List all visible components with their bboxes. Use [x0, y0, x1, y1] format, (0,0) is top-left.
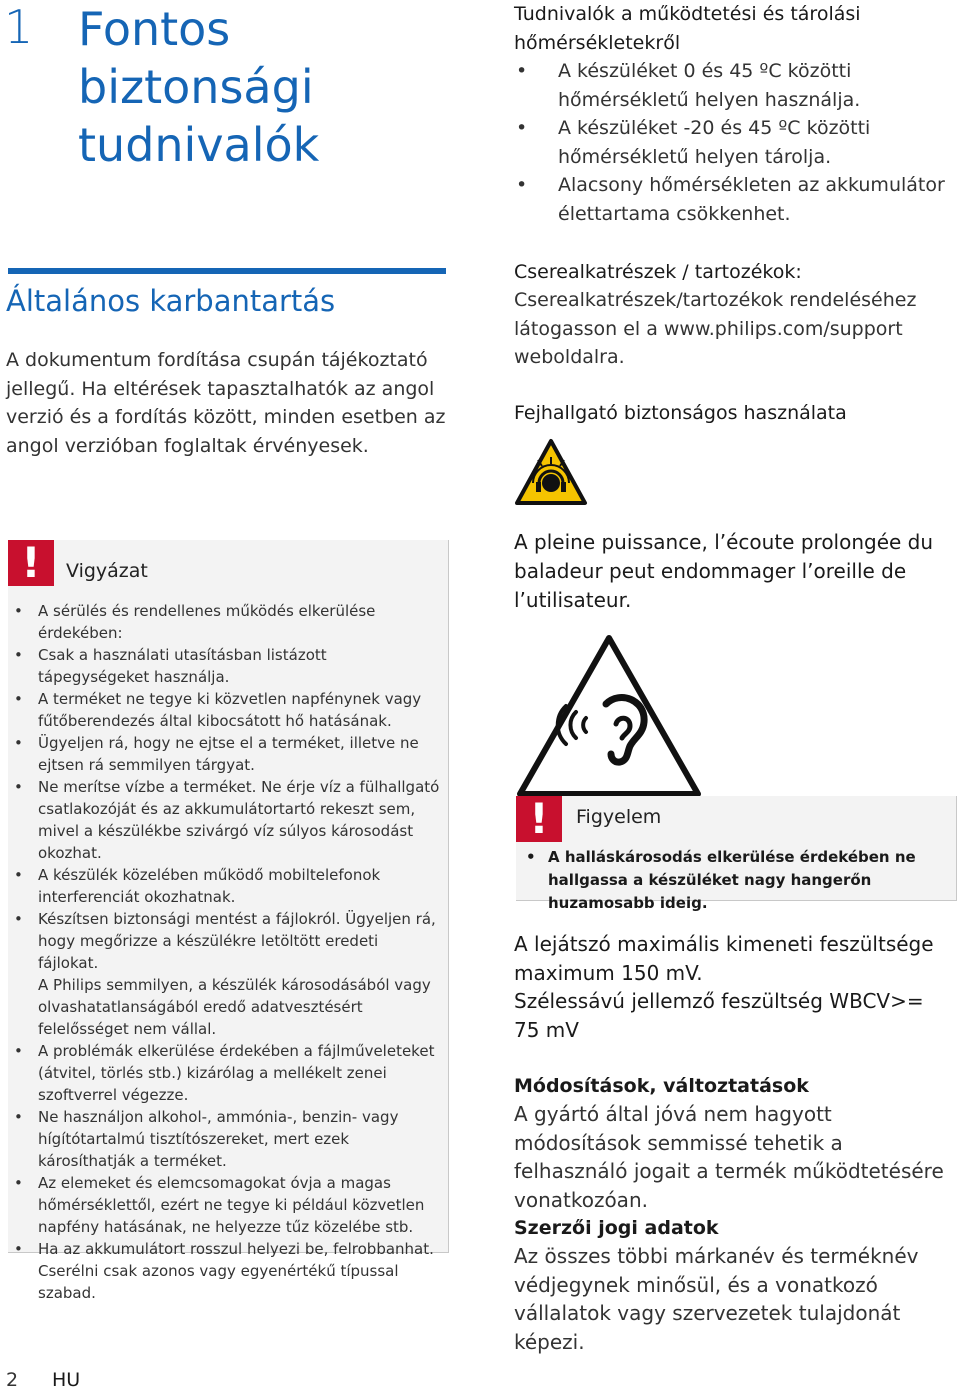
notice-list — [526, 846, 952, 915]
exclamation-icon: ! — [516, 796, 562, 842]
caution-item: • A sérülés és rendellenes működés elkerülése érdekében: — [14, 600, 442, 644]
temperature-item: • A készüléket -20 és 45 ºC közötti hőmérsékletű helyen tárolja. — [514, 114, 954, 171]
modifications-title: Módosítások, változtatások — [514, 1075, 809, 1097]
exclamation-icon: ! — [8, 540, 54, 586]
max-voltage-text — [514, 930, 954, 1044]
caution-item: • Ügyeljen rá, hogy ne ejtse el a terméket, illetve ne ejtsen rá semmilyen tárgyat. — [14, 732, 442, 776]
copyright-title: Szerzői jogi adatok — [514, 1217, 719, 1239]
wbcv-line: Szélessávú jellemző feszültség WBCV>= 75 mV — [514, 989, 924, 1042]
chapter-number: 1 — [4, 0, 34, 54]
chapter-title: Fontos biztonsági tudnivalók — [78, 2, 320, 172]
temperature-item: • Alacsony hőmérsékleten az akkumulátor élettartama csökkenhet. — [514, 171, 954, 228]
temperature-list — [514, 57, 954, 228]
caution-item: • Csak a használati utasításban listázott tápegységeket használja. — [14, 644, 442, 688]
spare-parts-text: Cserealkatrészek/tartozékok rendeléséhez látogasson el a www.philips.com/support weboldalra. — [514, 289, 917, 368]
page-number: 2 — [6, 1369, 19, 1391]
caution-title: Vigyázat — [66, 560, 148, 582]
caution-item: • Az elemeket és elemcsomagokat óvja a magas hőmérséklettől, ezért ne tegye ki például közvetlen napfény hatásának, ne helyezze tűz közelébe stb. — [14, 1172, 442, 1238]
modifications-text: A gyártó által jóvá nem hagyott módosítások semmissé tehetik a felhasználó jogait a termék működtetésére vonatkozóan. — [514, 1102, 944, 1212]
headphone-safety-title: Fejhallgató biztonságos használata — [514, 402, 847, 424]
notice-item: • A halláskárosodás elkerülése érdekében ne hallgassa a készüléket nagy hangerőn huzamosabb ideig. — [526, 846, 952, 915]
general-maintenance-title: Általános karbantartás — [6, 284, 336, 318]
spare-parts-title: Cserealkatrészek / tartozékok: — [514, 261, 802, 283]
caution-item: • Ha az akkumulátort rosszul helyezi be, felrobbanhat. Cserélni csak azonos vagy egyenértékű típussal szabad. — [14, 1238, 442, 1304]
language-code: HU — [52, 1369, 81, 1391]
caution-item: A Philips semmilyen, a készülék károsodásából vagy olvashatatlanságából eredő adatvesztésért felelősséget nem vállal. — [38, 976, 431, 1038]
temperature-title: Tudnivalók a működtetési és tárolási hőmérsékletekről — [514, 3, 861, 54]
headphone-warning-sign-icon — [514, 438, 588, 506]
french-notice: A pleine puissance, l’écoute prolongée du baladeur peut endommager l’oreille de l’utilisateur. — [514, 530, 934, 612]
notice-title: Figyelem — [576, 806, 662, 828]
general-maintenance-text: A dokumentum fordítása csupán tájékoztató jellegű. Ha eltérések tapasztalhatók az angol verzió és a fordítás között, minden esetben az angol verzióban foglaltak érvényesek. — [6, 349, 446, 457]
section-divider — [8, 268, 446, 274]
caution-item: • A terméket ne tegye ki közvetlen napfénynek vagy fűtőberendezés által kibocsátott hő hatásának. — [14, 688, 442, 732]
caution-list — [14, 600, 442, 1304]
max-voltage-line: A lejátszó maximális kimeneti feszültsége maximum 150 mV. — [514, 932, 934, 985]
hearing-warning-sign-icon — [514, 632, 704, 800]
caution-item: • A készülék közelében működő mobiltelefonok interferenciát okozhatnak. — [14, 864, 442, 908]
caution-item: • A problémák elkerülése érdekében a fájlműveleteket (átvitel, törlés stb.) kizárólag a mellékelt zenei szoftverrel végezze. — [14, 1040, 442, 1106]
caution-item: • Ne használjon alkohol-, ammónia-, benzin- vagy hígítótartalmú tisztítószereket, mert ezek károsíthatják a terméket. — [14, 1106, 442, 1172]
caution-item: • Ne merítse vízbe a terméket. Ne érje víz a fülhallgató csatlakozóját és az akkumulátortartó rekeszt sem, mivel a készülékbe szivárgó víz súlyos károsodást okozhat. — [14, 776, 442, 864]
temperature-item: • A készüléket 0 és 45 ºC közötti hőmérsékletű helyen használja. — [514, 57, 954, 114]
copyright-text: Az összes többi márkanév és terméknév védjegynek minősül, és a vonatkozó vállalatok vagy szervezetek tulajdonát képezi. — [514, 1244, 919, 1354]
caution-item: • Készítsen biztonsági mentést a fájlokról. Ügyeljen rá, hogy megőrizze a készülékre letöltött eredeti fájlokat. — [14, 908, 442, 974]
